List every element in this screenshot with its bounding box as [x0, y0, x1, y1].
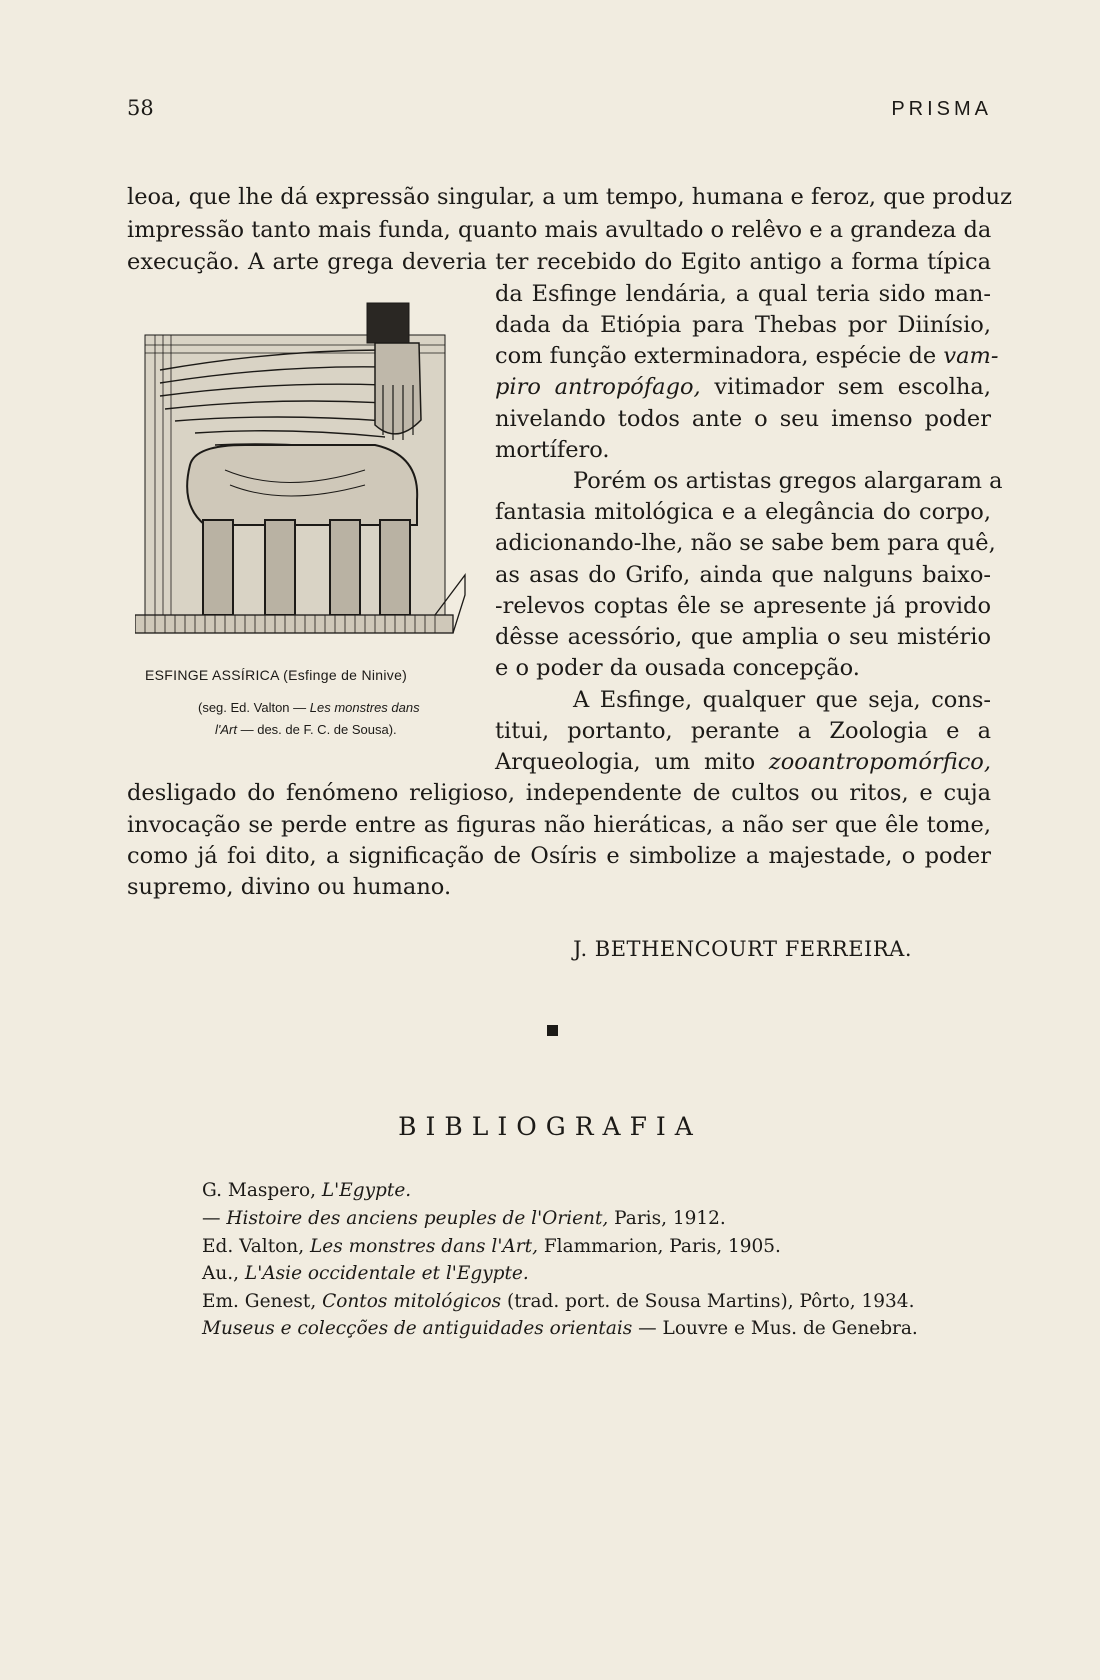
text-line: A Esfinge, qualquer que seja, cons- [573, 687, 991, 713]
text-line: dada da Etiópia para Thebas por Diinísio, [495, 312, 991, 338]
text-line: execução. A arte grega deveria ter recebido do Egito antigo a forma típica [127, 249, 991, 275]
text-line: com função exterminadora, espécie de vam- [495, 343, 999, 369]
text-line: fantasia mitológica e a elegância do corpo, [495, 499, 991, 525]
author-signature: J. BETHENCOURT FERREIRA. [573, 937, 912, 961]
running-title: PRISMA [891, 98, 992, 120]
text-line: invocação se perde entre as figuras não hieráticas, a não ser que êle tome, [127, 812, 991, 838]
text-line: as asas do Grifo, ainda que nalguns baixo- [495, 562, 991, 588]
text-line: Porém os artistas gregos alargaram a [573, 468, 1003, 494]
text-line: piro antropófago, vitimador sem escolha, [495, 374, 991, 400]
text-line: mortífero. [495, 437, 610, 463]
text-line: e o poder da ousada concepção. [495, 655, 860, 681]
bibliography-entry: — Histoire des anciens peuples de l'Orient, Paris, 1912. [202, 1208, 726, 1229]
page-number: 58 [127, 96, 154, 120]
bibliography-entry: G. Maspero, L'Egypte. [202, 1180, 412, 1201]
text-line: supremo, divino ou humano. [127, 874, 452, 900]
sphinx-illustration [135, 295, 475, 650]
bibliography-entry: Em. Genest, Contos mitológicos (trad. port. de Sousa Martins), Pôrto, 1934. [202, 1291, 915, 1312]
text-line: dêsse acessório, que amplia o seu mistério [495, 624, 991, 650]
text-line: desligado do fenómeno religioso, independente de cultos ou ritos, e cuja [127, 780, 991, 806]
section-divider-square [547, 1025, 558, 1036]
text-line: Arqueologia, um mito zooantropomórfico, [495, 749, 991, 775]
bibliography-entry: Au., L'Asie occidentale et l'Egypte. [202, 1263, 529, 1284]
figure-caption: ESFINGE ASSÍRICA (Esfinge de Ninive) [145, 667, 408, 683]
bibliography-entry: Museus e colecções de antiguidades orientais — Louvre e Mus. de Genebra. [202, 1318, 918, 1339]
text-line: nivelando todos ante o seu imenso poder [495, 406, 991, 432]
figure-credit: l'Art — des. de F. C. de Sousa). [215, 722, 397, 737]
text-line: titui, portanto, perante a Zoologia e a [495, 718, 991, 744]
bibliography-heading: BIBLIOGRAFIA [398, 1112, 702, 1141]
text-line: da Esfinge lendária, a qual teria sido man- [495, 281, 991, 307]
text-line: como já foi dito, a significação de Osíris e simbolize a majestade, o poder [127, 843, 991, 869]
text-line: adicionando-lhe, não se sabe bem para quê, [495, 530, 996, 556]
bibliography-entry: Ed. Valton, Les monstres dans l'Art, Flammarion, Paris, 1905. [202, 1236, 781, 1257]
text-line: -relevos coptas êle se apresente já provido [495, 593, 991, 619]
text-line: impressão tanto mais funda, quanto mais avultado o relêvo e a grandeza da [127, 217, 992, 243]
figure-credit: (seg. Ed. Valton — Les monstres dans [198, 700, 420, 715]
text-line: leoa, que lhe dá expressão singular, a um tempo, humana e feroz, que produz [127, 184, 1012, 210]
